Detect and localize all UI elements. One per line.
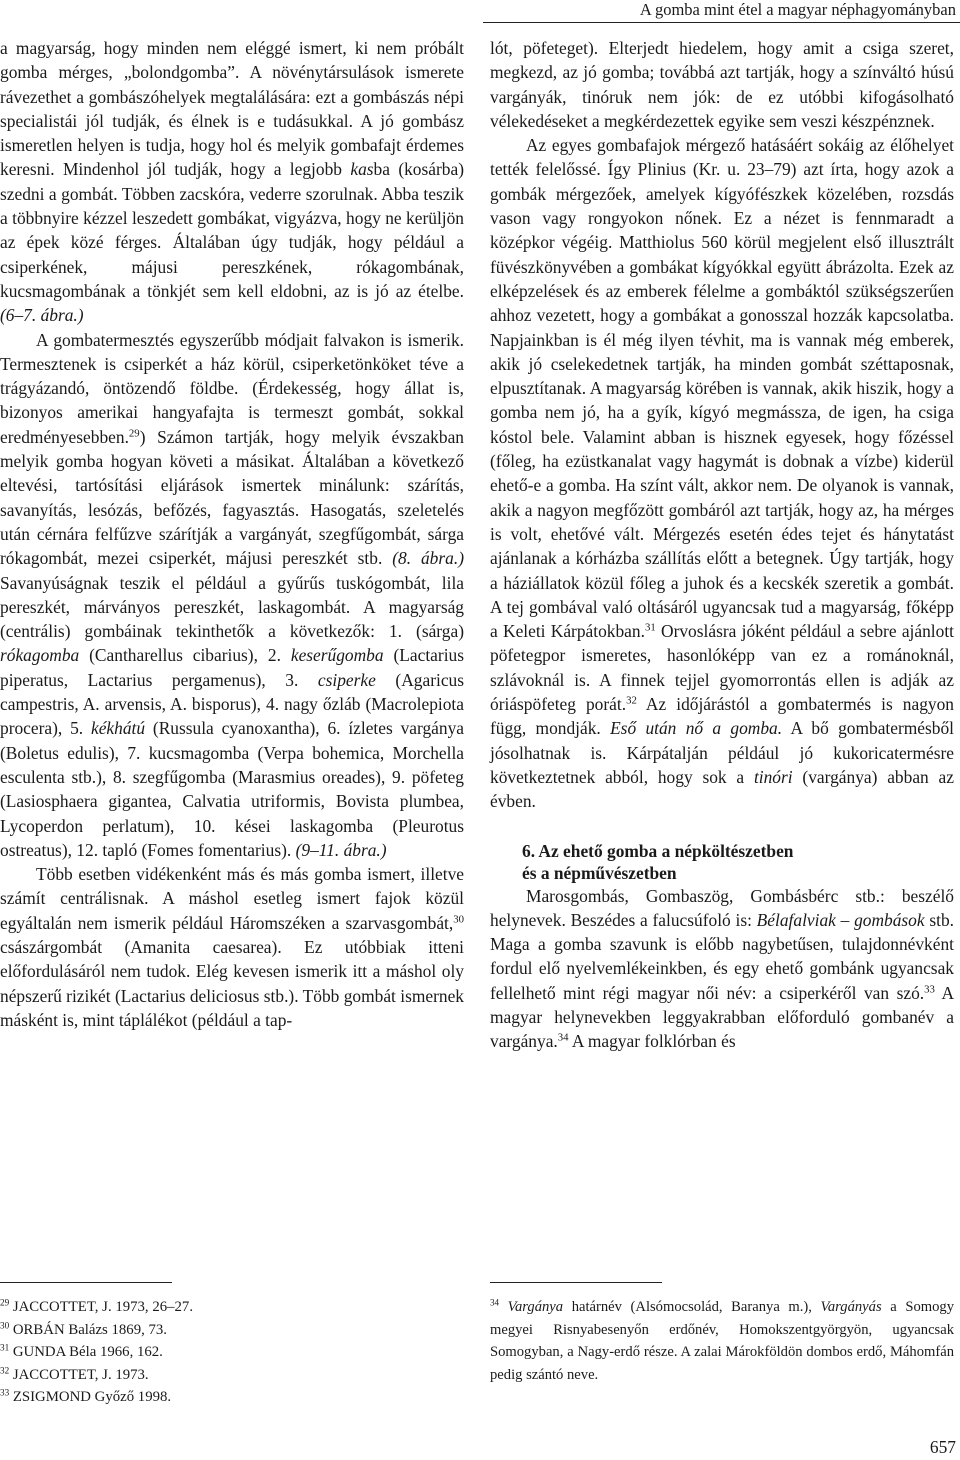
footnote — [0, 1296, 464, 1319]
left-body — [0, 36, 464, 1032]
text-run: (Cantharellus cibarius), 2. — [79, 645, 291, 666]
text-run: A bő gombatermésből jósolhatnak is. Kárpátalján például jó kukoricatermésre következtetnek abból, hogy sok a — [490, 718, 954, 787]
page-number: 657 — [929, 1437, 956, 1457]
footnote-ref: 30 — [453, 913, 464, 926]
right-body — [490, 36, 954, 814]
italic-text: kas — [350, 159, 374, 180]
italic-text: tinóri — [753, 766, 793, 787]
footnote — [0, 1386, 464, 1409]
text-run: (Agaricus campestris, A. arvensis, A. bisporus), 4. nagy őzláb (Macrolepiota procera), 5. — [0, 669, 465, 739]
section-title — [522, 840, 954, 884]
footnote — [0, 1319, 464, 1342]
running-head: A gomba mint étel a magyar néphagyományban — [639, 0, 956, 19]
text-run: stb. Maga a gomba szavunk is előbb nagybetűsen, tulajdonnévként fordul elő nyelvemlékeinkben, és egy ehető gombánk ugyancsak fellelhető mint régi magyar női név: a csiperkéről van szó. — [490, 909, 954, 1003]
text-run: Az egyes gombafajok mérgező hatásáért sokáig az élőhelyet tették felelőssé. Így Plinius (Kr. u. 23–79) azt írta, hogy azok a gombák mérgezőek, amelyek kígyófészkek közelében, rozsdás vason vagy rongyokon nőnek. Ez a nézet is fennmaradt a középkor végéig. Matthiolus 560 körül megjelent első illusztrált füvészkönyvében a gombákat kígyókkal együtt ábrázolta. Ezek az elképzelések és az emberek félelme a gombáktól szükségszerűen ahhoz vezetett, hogy a gombákat a gonosszal hozzák kapcsolatba. Napjainkban is él még ilyen tévhit, ma is vannak még emberek, akik jó cselekedetnek tartják, ha minden gombát széttaposnak, elpusztítanak. A magyarság körében is vannak, akik hiszik, hogy a gomba nem jó, ha a gyík, kígyó megmássza, de igen, ha csiga kóstol bele. Valamint abban is hisznek egyesek, hogy főzéssel (főleg, ha ezüstkanalat vagy hagymát is dobnak a vízbe) kiderül ehető-e a gomba. Ha színt vált, akkor nem. De olyanok is vannak, akik a nagyon megfőzött gombáról azt tartják, hogy az, ha mérges is volt, ehetővé vált. Mérgezés esetén édes tejet és hánytatást ajánlanak a kórházba szállítás előtt a betegnek. Úgy tartják, hogy a háziállatok közül főleg a juhok és a kecskék szeretik a gombát. A tej gombával való oltásáról ugyancsak tud a magyarság, főképp a Keleti Kárpátokban. — [490, 135, 954, 642]
paragraph — [490, 133, 954, 813]
text-run: lót, pöfeteget). Elterjedt hiedelem, hogy amit a csiga szeret, megkezd, az jó gomba; továbbá azt tartják, hogy a színváltó húsú vargányák, tinóruk nem jók: de ez utóbbi kifogásolható vélekedéseket a megkérdezettek egyike sem veszi készpénznek. — [490, 38, 954, 131]
footnote — [0, 1341, 464, 1364]
footnote-number: 33 — [0, 1387, 10, 1398]
text-run: A magyar folklórban és — [568, 1031, 736, 1052]
text-run: Orvoslásra jóként például a sebre ajánlott pöfetegpor ismeretes, hasonlóképp van ez a románoknál, szlávoknál is. A finnek tejjel gyomorrontás ellen is adják az óriáspöfeteg porát. — [490, 621, 954, 715]
footnote-rule-left — [0, 1282, 172, 1283]
footnote-rule-right — [490, 1282, 662, 1283]
paragraph — [490, 36, 954, 133]
text-run: A gombatermesztés egyszerűbb módjait falvakon is ismerik. Termesztenek is csiperkét a ház körül, csiperketönköket téve a trágyázandó, öntözendő földbe. (Érdekesség, hogy állat is, bizonyos amerikai hangyafajta is termeszt gombát, sokkal eredményesebben. — [0, 329, 464, 447]
text-run: (Lactarius piperatus, Lactarius pergamenus), 3. — [0, 645, 464, 690]
footnote-number: 31 — [0, 1342, 10, 1353]
italic-text: keserűgomba — [290, 645, 384, 666]
paragraph — [0, 328, 464, 863]
footnote-number: 32 — [0, 1365, 10, 1376]
footnote-number: 29 — [0, 1297, 10, 1308]
paragraph — [0, 862, 464, 1032]
section-title-line-2: és a népművészetben — [522, 862, 677, 883]
italic-text: Eső után nő a gomba. — [610, 718, 783, 739]
paragraph — [490, 884, 954, 1054]
text-run: Az időjárástól a gombatermés is nagyon függ, mondják. — [490, 694, 954, 739]
footnote-number: 34 — [490, 1297, 500, 1308]
italic-text: Vargánya — [507, 1299, 564, 1315]
italic-text: Vargányás — [820, 1299, 882, 1315]
section-title-line-1: 6. Az ehető gomba a népköltészetben — [522, 840, 794, 861]
footnote-ref: 31 — [644, 621, 656, 634]
left-column — [0, 36, 464, 1032]
footnote-text: ORBÁN Balázs 1869, 73. — [12, 1321, 167, 1338]
footnote-text: ZSIGMOND Győző 1998. — [12, 1389, 172, 1406]
text-run: (vargánya) abban az évben. — [490, 766, 954, 812]
footnote-text: GUNDA Béla 1966, 162. — [12, 1344, 163, 1361]
footnote-ref: 32 — [626, 694, 637, 707]
footnote-ref: 33 — [924, 983, 935, 996]
footnote — [0, 1364, 464, 1387]
text-run: határnév (Alsómocsolád, Baranya m.), — [563, 1299, 821, 1315]
text-run: (Russula cyanoxantha), 6. ízletes vargánya (Boletus edulis), 7. kucsmagomba (Verpa bohemica, Morchella esculenta stb.), 8. szegfűgomba (Marasmius oreades), 9. pöfeteg (Lasiosphaera gigantea, Calvatia utriformis, Bovista plumbea, Lycoperdon perlatum), 10. kései laskagomba (Pleurotus ostreatus), 12. tapló (Fomes fomentarius). — [0, 718, 464, 860]
italic-text: kékhátú — [90, 718, 146, 739]
footnote-ref: 34 — [557, 1031, 569, 1044]
italic-text: (8. ábra.) — [392, 548, 464, 569]
text-run: a Somogy megyei Risnyabesenyőn erdőnév, Homokszentgyörgyön, ugyancsak Somogyban, a Nagy-erdő része. A zalai Márokföldön dombos erdő, Máhomfán pedig szántó neve. — [490, 1299, 954, 1383]
section-body — [490, 884, 954, 1054]
footnote-number: 30 — [0, 1320, 10, 1331]
italic-text: (6–7. ábra.) — [0, 305, 84, 326]
paragraph — [0, 36, 464, 328]
text-run: ) Számon tartják, hogy melyik évszakban melyik gomba hogyan követi a másikat. Általában a következő eltevési, tartósítási eljárások ismertek minálunk: szárítás, savanyítás, lesózás, befőzés, fagyasztás. Hasogatás, szeletelés után cérnára felfűzve szárítják a vargányát, szegfűgombát, sárga rókagombát, mezei csiperkét, májusi pereszkét stb. — [0, 426, 464, 569]
footnote-text: JACCOTTET, J. 1973, 26–27. — [12, 1299, 194, 1315]
text-run: ba (kosárba) szedni a gombát. Többen zacskóra, vederre szorulnak. Abba teszik a többnyire kézzel leszedett gombákat, vigyázva, hogy ne kerüljön az épek közé férges. Általában úgy tudják, hogy például a csiperkének, májusi pereszkének, rókagombának, kucsmagombának a tönkjét sem kell eldobni, az is jó az ételbe. — [0, 159, 464, 301]
footnote-ref: 29 — [128, 427, 140, 440]
text-run: császárgombát (Amanita caesarea). Ez utóbbiak itteni előfordulásáról nem tudok. Elég kevesen ismerik itt a máshol oly népszerű rizikét (Lactarius deliciosus stb.). Több gombát ismernek másként is, mint táplálékot (például a tap- — [0, 936, 464, 1030]
footnotes-right — [490, 1296, 954, 1386]
footnote-text — [490, 1299, 954, 1383]
text-run: Savanyúságnak teszik el például a gyűrűs tuskógombát, lila pereszkét, márványos pereszkét, laskagombát. A magyarság (centrális) gombáinak tekinthetők a következők: 1. (sárga) — [0, 572, 464, 642]
italic-text: (9–11. ábra.) — [295, 839, 387, 860]
text-run: a magyarság, hogy minden nem eléggé ismert, ki nem próbált gomba mérges, „bolondgomba”. A növénytársulások ismerete rávezethet a gombászóhelyek megtalálására: ezt a gombászás népi specialistái jól tudják, és élnek is e tudásukkal. A jó gombász ismeretlen helyen is tudja, hogy hol és melyik gombafajt érdemes keresni. Mindenhol jól tudják, hogy a legjobb — [0, 38, 464, 180]
running-head-rule — [483, 22, 960, 23]
text-run: Több esetben vidékenként más és más gomba ismert, illetve számít centrálisnak. A máshol esetleg ismert fajok közül egyáltalán nem ismerik például Háromszéken a szarvasgombát, — [0, 864, 464, 933]
italic-text: rókagomba — [0, 645, 80, 666]
italic-text: Bélafalviak – gombások — [756, 909, 925, 930]
footnotes-left — [0, 1296, 464, 1409]
right-column — [490, 36, 954, 1054]
text-run: A magyar helynevekben leggyakrabban előforduló gombanév a vargánya. — [490, 982, 955, 1052]
text-run: Marosgombás, Gombaszög, Gombásbérc stb.: beszélő helynevek. Beszédes a falucsúfoló is: — [490, 885, 954, 930]
italic-text: csiperke — [317, 669, 376, 690]
footnote-text: JACCOTTET, J. 1973. — [12, 1366, 149, 1383]
